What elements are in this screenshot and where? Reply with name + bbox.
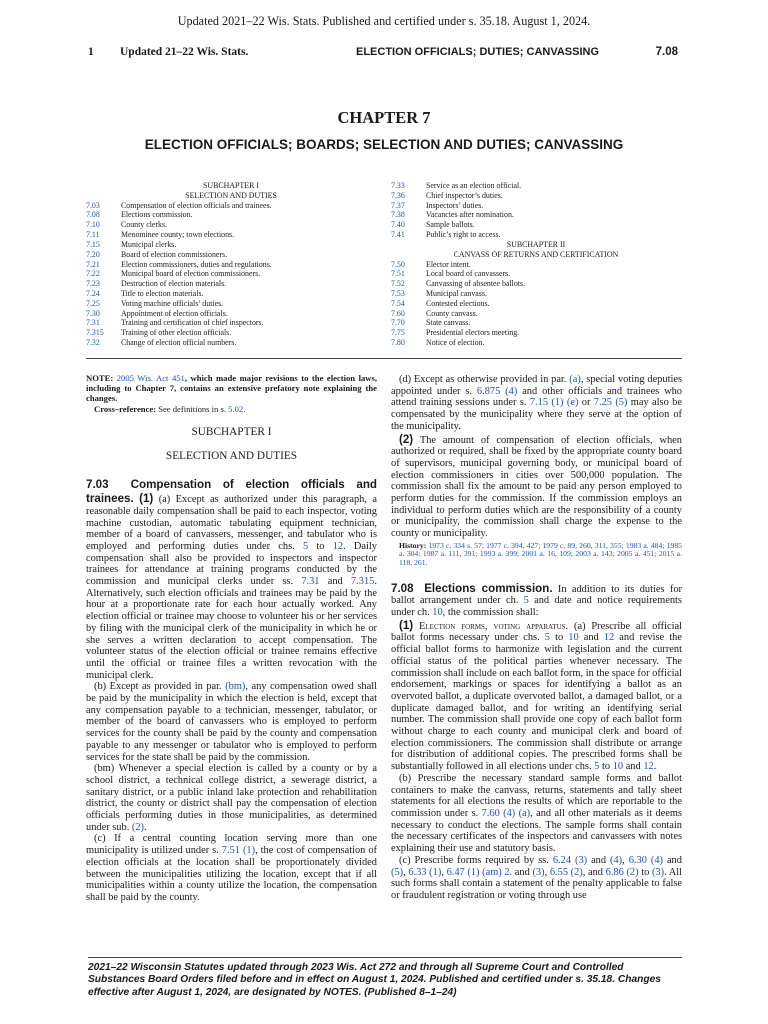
toc-entry bbox=[86, 299, 376, 309]
toc-entry-title: Elections commission. bbox=[121, 210, 193, 220]
toc-entry-title: Compensation of election officials and trainees. bbox=[121, 200, 272, 210]
toc-entry bbox=[391, 289, 681, 299]
toc-entry bbox=[86, 309, 376, 319]
statute-link[interactable]: 7.31 bbox=[301, 576, 320, 588]
toc-entry-title: County clerks. bbox=[121, 220, 168, 230]
statute-link[interactable]: 6.55 (2) bbox=[549, 866, 583, 878]
toc-entry bbox=[391, 260, 681, 270]
statute-link[interactable]: 7.60 (4) (a) bbox=[481, 807, 531, 819]
toc-section-link[interactable]: 7.22 bbox=[86, 269, 100, 279]
toc-entry-title: Presidential electors meeting. bbox=[426, 328, 520, 338]
toc-section-link[interactable]: 7.51 bbox=[391, 269, 405, 279]
toc-section-link[interactable]: 7.32 bbox=[86, 338, 100, 347]
toc-subchapter-title: SELECTION AND DUTIES bbox=[185, 190, 277, 200]
page-number: 1 bbox=[88, 46, 94, 58]
toc-section-link[interactable]: 7.52 bbox=[391, 279, 405, 289]
toc-subchapter-heading: SUBCHAPTER II bbox=[506, 239, 566, 249]
toc-entry-title: Municipal clerks. bbox=[121, 239, 177, 249]
toc-entry-title: County canvass. bbox=[426, 308, 478, 318]
act-link[interactable]: 2005 Wis. Act 451 bbox=[116, 373, 185, 383]
toc-entry bbox=[86, 250, 376, 260]
subchapter-title: SELECTION AND DUTIES bbox=[165, 450, 298, 463]
chapter-title: ELECTION OFFICIALS; BOARDS; SELECTION AND DUTIES; CANVASSING bbox=[144, 137, 624, 152]
toc-right-column bbox=[391, 181, 681, 348]
toc-subchapter-title: CANVASS OF RETURNS AND CERTIFICATION bbox=[453, 249, 619, 259]
statute-link[interactable]: 7.25 (5) bbox=[593, 397, 628, 409]
toc-entry bbox=[86, 328, 376, 338]
toc-entry bbox=[391, 309, 681, 319]
toc-section-link[interactable]: 7.315 bbox=[86, 328, 104, 338]
toc-section-link[interactable]: 7.41 bbox=[391, 230, 405, 240]
toc-entry-title: State canvass. bbox=[426, 318, 471, 328]
toc-entry-title: Training of other election officials. bbox=[121, 328, 232, 338]
toc-entry bbox=[391, 328, 681, 338]
statute-link[interactable]: (3) bbox=[532, 866, 545, 878]
running-head-section: 7.08 bbox=[655, 46, 678, 58]
toc-entry bbox=[391, 269, 681, 279]
toc-entry bbox=[86, 260, 376, 270]
statute-link[interactable]: 5 bbox=[523, 595, 529, 607]
paragraph-c: (c) If a central counting location serving more than one municipality is utilized under s. 7.51 (1), the cost of compensation of election officials at the location shall be proportionately divided between the municipalities utilizing the location, except that if all municipalities within a county utilize the location, the compensation shall be paid by the county. bbox=[86, 833, 377, 903]
left-text-column bbox=[86, 374, 377, 904]
running-head-title: ELECTION OFFICIALS; DUTIES; CANVASSING bbox=[356, 46, 600, 58]
toc-section-link[interactable]: 7.24 bbox=[86, 288, 100, 298]
statute-link[interactable]: 6.30 (4) bbox=[628, 854, 663, 866]
toc-section-link[interactable]: 7.15 bbox=[86, 239, 100, 249]
paragraph-b: (b) Except as provided in par. (bm), any compensation owed shall be paid by the municipality in which the election is held, except that any compensation payable to a technician, messenger, tabulator, or member of the board of canvassers who is employed to perform services for the county shall be paid by the county and compensation payable to any messenger or tabulator who is employed to perform services for the state shall be paid by the commission. bbox=[86, 681, 377, 763]
toc-entry bbox=[391, 181, 681, 191]
toc-entry bbox=[391, 201, 681, 211]
paragraph-c: (c) Prescribe forms required by ss. 6.24 (3) and (4), 6.30 (4) and (5), 6.33 (1), 6.47 (1) (am) 2. and (3), 6.55 (2), and 6.86 (2) to (3). All such forms shall contain a statement of the penalty applicable to false or fraudulent registration or voting through use bbox=[391, 854, 683, 901]
toc-entry-title: Appointment of election officials. bbox=[121, 308, 228, 318]
toc-entry-title: Elector intent. bbox=[426, 259, 471, 269]
toc-section-link[interactable]: 7.50 bbox=[391, 259, 405, 269]
toc-section-link[interactable]: 7.08 bbox=[86, 210, 100, 220]
statute-link[interactable]: 12 bbox=[332, 540, 344, 552]
toc-entry bbox=[86, 338, 376, 348]
statute-link[interactable]: (2) bbox=[131, 821, 145, 833]
toc-entry bbox=[86, 269, 376, 279]
toc-entry bbox=[86, 240, 376, 250]
toc-entry-title: Municipal canvass. bbox=[426, 288, 487, 298]
statute-link[interactable]: 12 bbox=[643, 761, 654, 773]
toc-entry-title: Destruction of election materials. bbox=[121, 279, 227, 289]
statute-link[interactable]: 5 bbox=[544, 632, 550, 644]
section-number: 7.08 bbox=[391, 581, 414, 595]
toc-entry-title: Chief inspector’s duties. bbox=[426, 190, 503, 200]
statute-link[interactable]: (4) bbox=[610, 854, 623, 866]
chapter-number: CHAPTER 7 bbox=[337, 108, 431, 127]
toc-section-link[interactable]: 7.36 bbox=[391, 190, 405, 200]
statute-link[interactable]: 5 bbox=[594, 761, 600, 773]
subsection-heading: Election forms, voting apparatus. bbox=[419, 620, 569, 632]
toc-entry bbox=[86, 289, 376, 299]
statute-link[interactable]: 5.02 bbox=[228, 404, 244, 415]
toc-section-link[interactable]: 7.21 bbox=[86, 259, 100, 269]
toc-entry-title: Board of election commissioners. bbox=[121, 249, 228, 259]
statute-link[interactable]: 6.24 (3) bbox=[552, 854, 588, 866]
toc-section-link[interactable]: 7.03 bbox=[86, 200, 100, 210]
editor-note: NOTE: 2005 Wis. Act 451, which made major revisions to the election laws, including to Chapter 7, contains an extensive prefatory note explaining the changes. bbox=[86, 373, 377, 403]
section-number: 7.03 bbox=[86, 478, 109, 492]
toc-entry-title: Canvassing of absentee ballots. bbox=[426, 279, 526, 289]
toc-section-link[interactable]: 7.37 bbox=[391, 200, 405, 210]
document-banner: Updated 2021–22 Wis. Stats. Published and certified under s. 35.18. August 1, 2024. bbox=[177, 14, 591, 28]
toc-entry bbox=[86, 230, 376, 240]
toc-section-link[interactable]: 7.80 bbox=[391, 338, 405, 347]
toc-section-link[interactable]: 7.53 bbox=[391, 288, 405, 298]
running-head bbox=[88, 46, 678, 62]
toc-entry bbox=[86, 318, 376, 328]
statute-link[interactable]: 6.33 (1) bbox=[408, 866, 442, 878]
toc-entry-title: Voting machine officials’ duties. bbox=[121, 298, 224, 308]
toc-entry-title: Public’s right to access. bbox=[426, 230, 501, 240]
history-links[interactable]: 1973 c. 334 s. 57; 1977 c. 394, 427; 1979 c. 89, 260, 311, 355; 1983 a. 484; 1985 a. 304; 1987 a. 111, 391; 1993 a. 399; 2001 a. 16, 109; 2003 a. 143; 2005 a. 451; 2015 a. 118, 261. bbox=[399, 540, 683, 568]
paragraph-b: (b) Prescribe the necessary standard sample forms and ballot containers to make the canvass, returns, statements and tally sheet statements for all elections the results of which are reportable to the commission under s. 7.60 (4) (a), and all other materials as it deems necessary to conduct the elections. The sample forms shall contain the necessary certificates of the inspectors and canvassers with notes explaining their use and statutory basis. bbox=[391, 772, 683, 855]
statute-link[interactable]: 6.47 (1) (am) 2. bbox=[446, 866, 513, 878]
toc-section-link[interactable]: 7.11 bbox=[86, 230, 100, 240]
statute-link[interactable]: 10 bbox=[612, 761, 624, 773]
toc-entry bbox=[86, 220, 376, 230]
paragraph-bm: (bm) Whenever a special election is called by a county or by a school district, a technical college district, a sewerage district, a sanitary district, or a public inland lake protection and rehabilitation district, the county or district shall pay the compensation of election officials performing duties in those municipalities, as determined under sub. (2). bbox=[86, 763, 377, 833]
toc-section-link[interactable]: 7.70 bbox=[391, 318, 405, 328]
toc-entry bbox=[86, 210, 376, 220]
statute-link[interactable]: 6.86 (2) bbox=[605, 866, 639, 878]
toc-section-link[interactable]: 7.33 bbox=[391, 181, 405, 190]
statute-link[interactable]: 10 bbox=[432, 607, 443, 619]
toc-entry-title: Inspectors’ duties. bbox=[426, 200, 484, 210]
toc-entry bbox=[391, 318, 681, 328]
statute-link[interactable]: 5 bbox=[302, 540, 309, 552]
page-footer: 2021–22 Wisconsin Statutes updated through 2023 Wis. Act 272 and through all Supreme Court and Controlled Substances Board Orders filed before and in effect on August 1, 2024. Published and certified under s. 35.18. Changes effective after August 1, 2024, are designated by NOTES. (Published 8–1–24) bbox=[88, 957, 682, 999]
toc-section-link[interactable]: 7.23 bbox=[86, 279, 100, 289]
toc-entry bbox=[86, 279, 376, 289]
statute-link[interactable]: 7.15 (1) (e) bbox=[529, 397, 579, 409]
running-head-left: Updated 21–22 Wis. Stats. bbox=[120, 46, 249, 58]
toc-section-link[interactable]: 7.75 bbox=[391, 328, 405, 338]
toc-section-link[interactable]: 7.40 bbox=[391, 220, 405, 230]
statute-link[interactable]: 7.315 bbox=[350, 576, 375, 588]
toc-left-column bbox=[86, 181, 376, 348]
section-7-03: 7.03 Compensation of election officials and trainees. (1) (a) Except as authorized under this paragraph, a reasonable daily compensation shall be paid to each inspector, voting machine custodian, automatic tabulating equipment technician, member of a board of canvassers, messenger, and tabulator who is employed and performing duties under chs. 5 to 12. Daily compensation shall also be provided to inspectors and inspector trainees for attendance at training programs conducted by the commission and municipal clerks under ss. 7.31 and 7.315. Alternatively, such election officials and trainees may be paid by the hour at a proportionate rate for each hour actually worked. Any election official or trainee may choose to volunteer his or her services by filing with the municipal clerk of the municipality in which he or she serves a written declaration to accept compensation. The volunteer status of the election official or trainee remains effective until the official or trainee files a written revocation with the municipal clerk. bbox=[86, 478, 377, 681]
toc-section-link[interactable]: 7.30 bbox=[86, 308, 100, 318]
statute-link[interactable]: (bm) bbox=[225, 681, 246, 693]
toc-section-link[interactable]: 7.20 bbox=[86, 249, 100, 259]
toc-entry-title: Change of election official numbers. bbox=[121, 338, 237, 347]
toc-section-link[interactable]: 7.38 bbox=[391, 210, 405, 220]
statute-link[interactable]: 7.51 (1) bbox=[221, 845, 256, 857]
subsection-1: (1) Election forms, voting apparatus. (a) Prescribe all official ballot forms necessary under chs. 5 to 10 and 12 and revise the official ballot forms to harmonize with legislation and the current official status of the political parties whenever necessary. The commission shall include on each ballot form, in the space for official endorsement, markings or spaces for identifying a ballot as an overvoted ballot, a duplicate overvoted ballot, a damaged ballot, or a duplicate damaged ballot, and for writing an identifying serial number. The commission shall provide one copy of each ballot form without charge to each county and municipal clerk and board of election commissioners. The commission shall distribute or arrange for distribution of additional copies. The prescribed forms shall be substantially followed in all elections under chs. 5 to 10 and 12. bbox=[391, 618, 682, 773]
toc-entry bbox=[391, 220, 681, 230]
section-title: Elections commission. bbox=[424, 581, 553, 595]
toc-entry-title: Election commissioners, duties and regulations. bbox=[121, 259, 272, 269]
statute-link[interactable]: (5) bbox=[391, 866, 404, 878]
toc-section-link[interactable]: 7.54 bbox=[391, 298, 405, 308]
cross-reference: Cross–reference: See definitions in s. 5.02. bbox=[94, 404, 246, 415]
toc-entry bbox=[391, 279, 681, 289]
toc-entry-title: Training and certification of chief inspectors. bbox=[121, 318, 264, 328]
statute-link[interactable]: (3) bbox=[651, 866, 665, 878]
toc-entry-title: Vacancies after nomination. bbox=[426, 210, 514, 220]
toc-entry-title: Local board of canvassers. bbox=[426, 269, 511, 279]
toc-entry-title: Title to election materials. bbox=[121, 288, 204, 298]
statute-link[interactable]: (a) bbox=[569, 374, 581, 385]
history-note: History: 1973 c. 334 s. 57; 1977 c. 394, 427; 1979 c. 89, 260, 311, 355; 1983 a. 484; 1985 a. 304; 1987 a. 111, 391; 1993 a. 399; 2001 a. 16, 109; 2003 a. 143; 2005 a. 451; 2015 a. 118, 261. bbox=[399, 540, 683, 568]
toc-entry bbox=[391, 338, 681, 348]
toc-entry-title: Menominee county; town elections. bbox=[121, 230, 235, 240]
toc-section-link[interactable]: 7.31 bbox=[86, 318, 100, 328]
toc-entry bbox=[391, 210, 681, 220]
toc-entry-title: Service as an election official. bbox=[426, 181, 522, 190]
toc-section-link[interactable]: 7.25 bbox=[86, 298, 100, 308]
divider bbox=[86, 358, 682, 359]
toc-entry bbox=[391, 191, 681, 201]
toc-entry-title: Municipal board of election commissioners. bbox=[121, 269, 261, 279]
toc-entry-title: Sample ballots. bbox=[426, 220, 475, 230]
toc-subchapter-heading: SUBCHAPTER I bbox=[203, 181, 259, 190]
toc-entry bbox=[391, 230, 681, 240]
subsection-2: (2) The amount of compensation of election officials, when authorized or required, shall be fixed by the appropriate county board of supervisors, municipal governing body, or municipal board of election commissioners in cities over 500,000 population. The commission shall fix the amount to be paid any person employed to perform duties for the commission. If the commission employs an individual to perform duties which are the responsibility of a county or municipality, the commission shall charge the expense to the county or municipality. bbox=[391, 432, 682, 540]
toc-section-link[interactable]: 7.60 bbox=[391, 308, 405, 318]
statute-link[interactable]: 6.875 (4) bbox=[476, 385, 518, 397]
toc-entry bbox=[391, 299, 681, 309]
toc-section-link[interactable]: 7.10 bbox=[86, 220, 100, 230]
section-title: Compensation of election officials and trainees. bbox=[86, 478, 377, 506]
toc-entry-title: Notice of election. bbox=[426, 338, 485, 347]
section-7-08: 7.08 Elections commission. In addition to its duties for ballot arrangement under ch. 5 and date and notice requirements under ch. 10, the commission shall: bbox=[391, 581, 682, 619]
paragraph-d: (d) Except as otherwise provided in par. (a), special voting deputies appointed under s. 6.875 (4) and other officials and trainees who attend training sessions under s. 7.15 (1) (e) or 7.25 (5) may also be compensated by the municipality where they serve at the option of the municipality. bbox=[391, 374, 682, 432]
statute-link[interactable]: 12 bbox=[603, 632, 615, 644]
subchapter-heading: SUBCHAPTER I bbox=[191, 426, 272, 439]
statute-link[interactable]: 10 bbox=[568, 632, 579, 644]
right-text-column bbox=[391, 374, 682, 902]
toc-entry-title: Contested elections. bbox=[426, 298, 490, 308]
toc-entry bbox=[86, 201, 376, 211]
